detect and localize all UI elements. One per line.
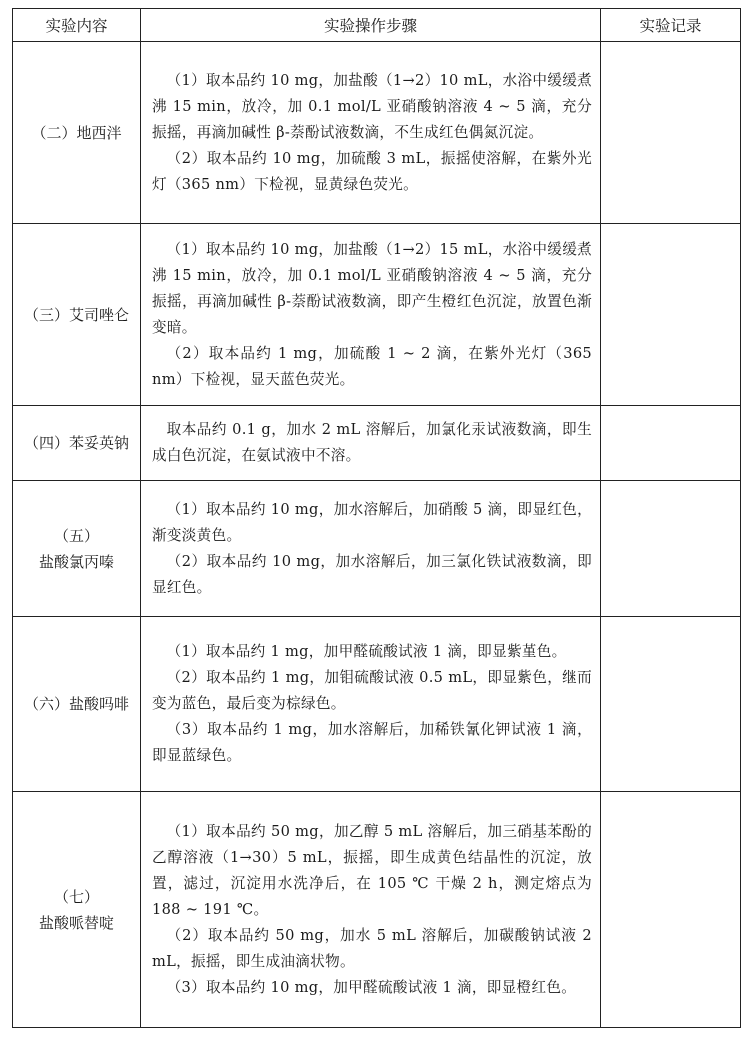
experiment-record-cell[interactable] — [601, 224, 741, 406]
experiment-name-line: 盐酸氯丙嗪 — [38, 552, 114, 571]
experiment-name-line: （二）地西泮 — [31, 123, 122, 142]
table-row — [13, 224, 741, 406]
step-text: （1）取本品约 50 mg，加乙醇 5 mL 溶解后，加三硝基苯酚的乙醇溶液（1→30）5 mL，振摇，即生成黄色结晶性的沉淀，放置，滤过，沉淀用水洗净后，在 105 ℃ 干燥 2 h，测定熔点为 188 ~ 191 ℃。 — [152, 822, 592, 918]
experiment-record-cell[interactable] — [601, 792, 741, 1028]
step-text: （1）取本品约 10 mg，加水溶解后，加硝酸 5 滴，即显红色，渐变淡黄色。 — [152, 500, 592, 544]
table-row — [13, 406, 741, 481]
experiment-name-line: （四）苯妥英钠 — [23, 434, 129, 452]
experiment-name-line: （三）艾司唑仑 — [23, 305, 129, 324]
step-text: （1）取本品约 1 mg，加甲醛硫酸试液 1 滴，即显紫堇色。 — [166, 643, 567, 660]
experiment-steps — [141, 481, 601, 617]
experiment-steps — [141, 406, 601, 481]
experiment-name — [13, 42, 141, 224]
experiment-record-cell[interactable] — [601, 42, 741, 224]
table-row — [13, 792, 741, 1028]
experiment-name — [13, 481, 141, 617]
experiment-steps — [141, 617, 601, 792]
experiment-name-line: （六）盐酸吗啡 — [23, 695, 129, 713]
experiment-table — [12, 8, 741, 1028]
step-text: （2）取本品约 50 mg，加水 5 mL 溶解后，加碳酸钠试液 2 mL，振摇，即生成油滴状物。 — [152, 926, 592, 970]
table-row — [13, 481, 741, 617]
experiment-steps — [141, 792, 601, 1028]
header-record: 实验记录 — [601, 9, 741, 42]
experiment-name-line: （五） — [53, 526, 99, 545]
experiment-name — [13, 406, 141, 481]
step-text: （2）取本品约 10 mg，加硫酸 3 mL，振摇使溶解，在紫外光灯（365 nm）下检视，显黄绿色荧光。 — [152, 149, 592, 193]
experiment-name — [13, 792, 141, 1028]
step-text: （1）取本品约 10 mg，加盐酸（1→2）15 mL，水浴中缓缓煮沸 15 min，放冷，加 0.1 mol/L 亚硝酸钠溶液 4 ~ 5 滴，充分振摇，再滴加碱性 β-萘酚试液数滴，即产生橙红色沉淀，放置色渐变暗。 — [152, 240, 592, 336]
experiment-name-line: （七） — [53, 887, 99, 906]
step-text: （2）取本品约 10 mg，加水溶解后，加三氯化铁试液数滴，即显红色。 — [152, 552, 592, 596]
step-text: 取本品约 0.1 g，加水 2 mL 溶解后，加氯化汞试液数滴，即生成白色沉淀，在氨试液中不溶。 — [152, 421, 592, 464]
experiment-steps — [141, 224, 601, 406]
table-header-row — [13, 9, 741, 42]
experiment-record-cell[interactable] — [601, 406, 741, 481]
table-row — [13, 617, 741, 792]
step-text: （2）取本品约 1 mg，加钼硫酸试液 0.5 mL，即显紫色，继而变为蓝色，最后变为棕绿色。 — [152, 669, 592, 712]
header-steps: 实验操作步骤 — [141, 9, 601, 42]
experiment-steps — [141, 42, 601, 224]
experiment-name — [13, 617, 141, 792]
experiment-name — [13, 224, 141, 406]
experiment-name-line: 盐酸哌替啶 — [38, 913, 114, 932]
step-text: （3）取本品约 1 mg，加水溶解后，加稀铁氰化钾试液 1 滴，即显蓝绿色。 — [152, 721, 592, 764]
step-text: （1）取本品约 10 mg，加盐酸（1→2）10 mL，水浴中缓缓煮沸 15 min，放冷，加 0.1 mol/L 亚硝酸钠溶液 4 ~ 5 滴，充分振摇，再滴加碱性 β-萘酚试液数滴，不生成红色偶氮沉淀。 — [152, 71, 592, 141]
step-text: （2）取本品约 1 mg，加硫酸 1 ~ 2 滴，在紫外光灯（365 nm）下检视，显天蓝色荧光。 — [152, 344, 592, 388]
experiment-record-cell[interactable] — [601, 617, 741, 792]
experiment-record-cell[interactable] — [601, 481, 741, 617]
step-text: （3）取本品约 10 mg，加甲醛硫酸试液 1 滴，即显橙红色。 — [166, 978, 577, 996]
table-row — [13, 42, 741, 224]
header-content: 实验内容 — [13, 9, 141, 42]
